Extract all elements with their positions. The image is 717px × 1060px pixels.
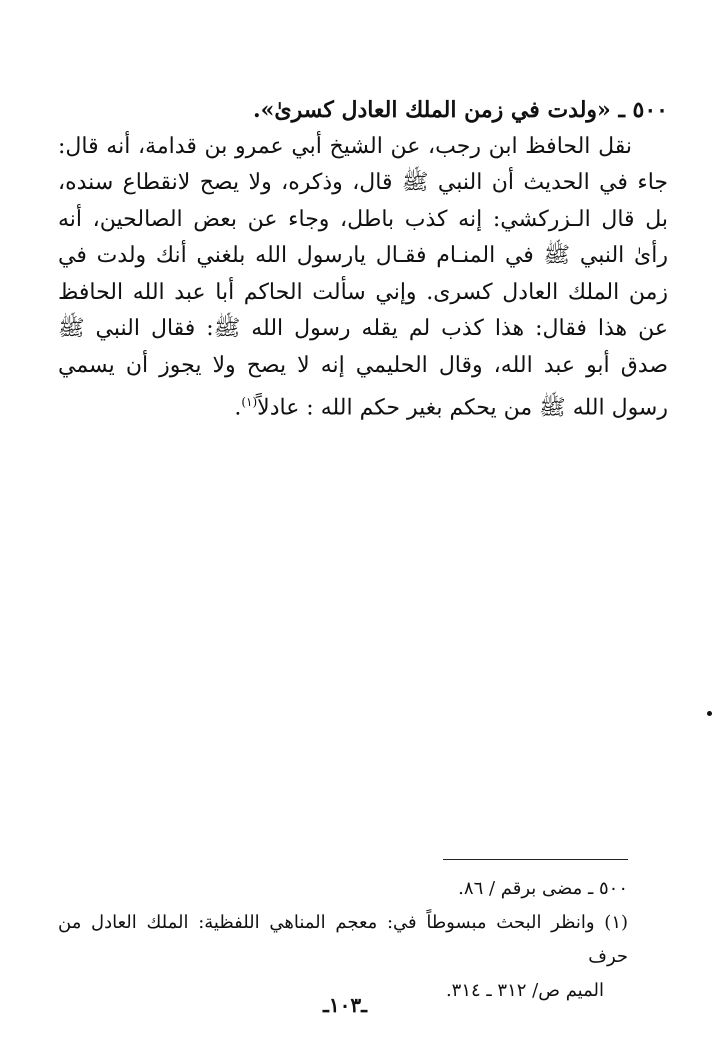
footnote-1-continuation: الميم ص/ ٣١٢ ـ ٣١٤. [445,980,604,1001]
scan-speck [707,711,712,716]
main-text-block [58,92,668,427]
entry-heading: ٥٠٠ ـ «ولدت في زمن الملك العادل كسرىٰ». [253,97,668,123]
footnotes-block [58,872,628,1008]
footnote-marker: (١) [241,395,258,409]
footnote-divider [443,859,628,860]
entry-paragraph [58,129,668,427]
footnote-1: (١) وانظر البحث مبسوطاً في: معجم المناهي اللفظية: الملك العادل من حرف [58,912,629,967]
page-number: ـ١٠٣ـ [323,993,367,1017]
final-period: . [234,395,242,421]
entry-paragraph-text: نقل الحافظ ابن رجب، عن الشيخ أبي عمرو بن قدامة، أنه قال: جاء في الحديث أن النبي ﷺ قال، وذكره، ولا يصح لانقطاع سنده، بل قال الـزركشي: إنه كذب باطل، وجاء عن بعض الصالحين، أنه رأىٰ النبي ﷺ في المنـام فقـال يارسول الله بلغني أنك ولدت في زمن الملك العادل كسرى. وإني سألت الحاكم أبا عبد الله الحافظ عن هذا فقال: هذا كذب لم يقله رسول الله ﷺ: فقال النبي ﷺ صدق أبو عبد الله، وقال الحليمي إنه لا يصح ولا يجوز أن يسمي رسول الله ﷺ من يحكم بغير حكم الله : عادلاً [58,133,668,421]
footnote-500: ٥٠٠ ـ مضى برقم / ٨٦. [458,878,628,899]
